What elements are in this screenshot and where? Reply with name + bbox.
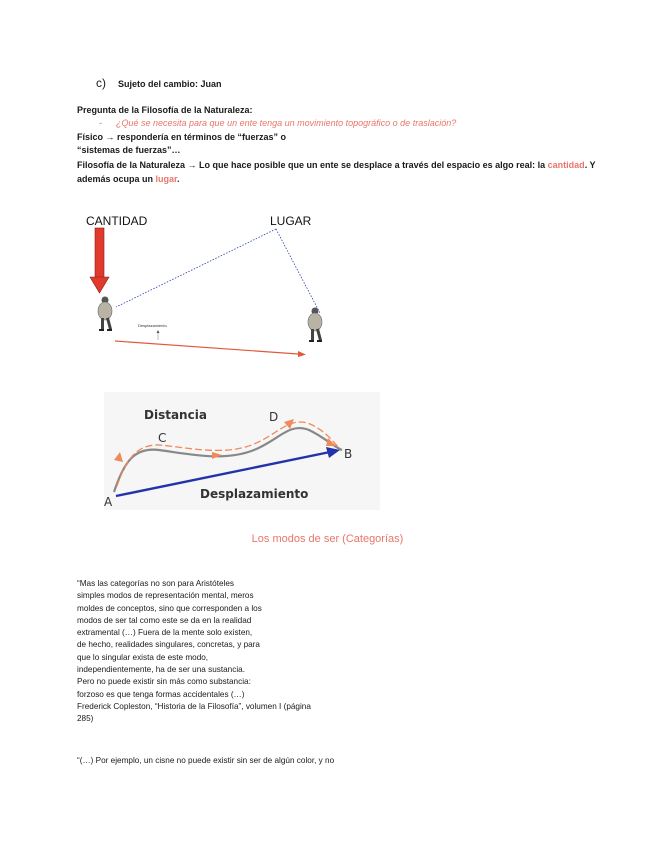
point-c: C — [158, 431, 167, 445]
change-subject: Sujeto del cambio: Juan — [118, 79, 222, 89]
copleston-quote — [77, 578, 311, 726]
quote-line: forzoso es que tenga formas accidentales (…) — [77, 689, 245, 699]
point-a: A — [104, 495, 113, 509]
label-quantity: CANTIDAD — [86, 214, 148, 228]
list-marker: c) — [96, 76, 106, 90]
quote-line: modos de ser tal como este se da en la realidad — [77, 615, 252, 625]
section-heading: Los modos de ser (Categorías) — [251, 533, 404, 545]
highlight-place: lugar — [155, 174, 178, 184]
place-pointer-left — [116, 229, 276, 307]
quote-line: moldes de conceptos, sino que corresponden a los — [77, 603, 262, 613]
place-pointer-right — [276, 229, 320, 313]
philosophy-answer-line2: además ocupa un lugar. — [77, 174, 180, 184]
question-label: Pregunta de la Filosofía de la Naturaleza: — [77, 105, 253, 115]
quantity-arrow-head — [90, 277, 109, 293]
quantity-place-figure — [80, 205, 350, 365]
quote-line: “Mas las categorías no son para Aristóteles — [77, 579, 235, 588]
point-d: D — [269, 410, 279, 424]
quote-line: que lo singular exista de este modo, — [77, 652, 209, 662]
quote-line: simples modos de representación mental, meros — [77, 591, 254, 601]
question-text: ¿Qué se necesita para que un ente tenga un movimiento topográfico o de traslación? — [116, 118, 457, 128]
physics-answer-line1: Físico → respondería en términos de “fuerzas” o — [77, 132, 287, 142]
quote-line: de hecho, realidades singulares, concretas, y para — [77, 640, 260, 650]
swan-example-quote: “(…) Por ejemplo, un cisne no puede existir sin ser de algún color, y no — [77, 756, 335, 765]
person-figure-start — [98, 297, 112, 332]
quote-line: 285) — [77, 714, 94, 724]
label-displacement-small: Desplazamiento — [138, 323, 167, 328]
list-item-c — [96, 78, 222, 90]
highlight-quantity: cantidad — [547, 160, 585, 170]
quote-line: extramental (…) Fuera de la mente solo existen, — [77, 628, 253, 638]
distance-displacement-figure — [104, 392, 380, 510]
displacement-arrow — [115, 341, 298, 354]
point-b: B — [344, 447, 353, 461]
person-figure-end — [308, 308, 322, 343]
quote-line: independientemente, ha de ser una sustancia. — [77, 665, 245, 675]
physics-answer-line2: “sistemas de fuerzas”… — [77, 145, 181, 155]
philosophy-answer-line1: Filosofía de la Naturaleza → Lo que hace posible que un ente se desplace a través del espacio es algo real: la cantidad. Y — [77, 160, 596, 170]
label-distance: Distancia — [144, 408, 207, 422]
quote-line: Frederick Copleston, “Historia de la Filosofía”, volumen I (página — [77, 701, 311, 711]
quote-line: Pero no puede existir sin más como substancia: — [77, 677, 251, 687]
quantity-arrow-shaft — [95, 228, 104, 278]
label-displacement: Desplazamiento — [200, 487, 309, 501]
label-place: LUGAR — [270, 214, 312, 228]
bullet-dash: - — [99, 118, 102, 128]
